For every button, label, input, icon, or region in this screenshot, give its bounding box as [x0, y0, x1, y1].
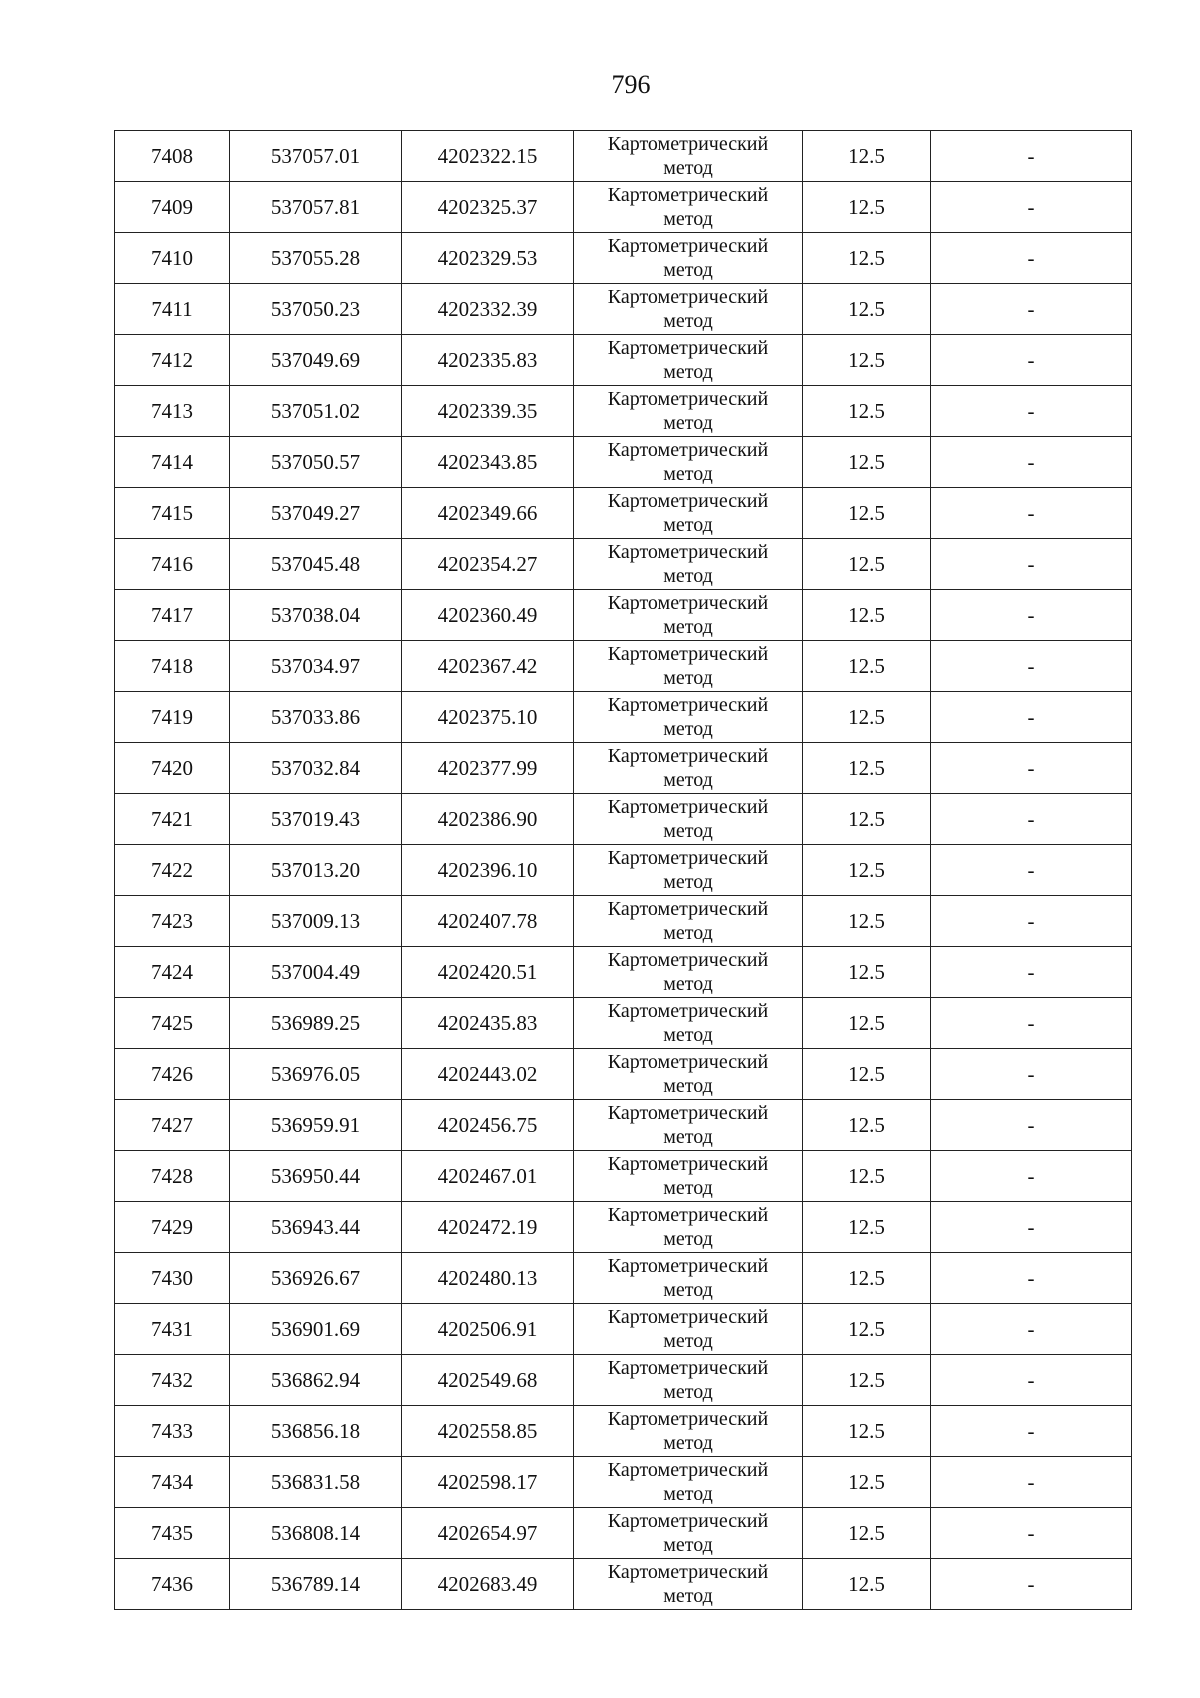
method-line-1: Картометрический: [607, 643, 769, 665]
method-line-2: метод: [663, 1330, 713, 1352]
point-number-cell: 7422: [115, 845, 230, 896]
x-coordinate-cell: 537004.49: [230, 947, 402, 998]
method-line-2: метод: [663, 1279, 713, 1301]
method-cell: [574, 1304, 803, 1355]
note-cell: -: [931, 1253, 1132, 1304]
accuracy-cell: 12.5: [803, 1253, 931, 1304]
point-number-cell: 7431: [115, 1304, 230, 1355]
accuracy-cell: 12.5: [803, 131, 931, 182]
x-coordinate-cell: 536943.44: [230, 1202, 402, 1253]
method-line-2: метод: [663, 1177, 713, 1199]
method-line-1: Картометрический: [607, 898, 769, 920]
note-cell: -: [931, 1151, 1132, 1202]
note-cell: -: [931, 131, 1132, 182]
y-coordinate-cell: 4202325.37: [402, 182, 574, 233]
note-cell: -: [931, 743, 1132, 794]
y-coordinate-cell: 4202407.78: [402, 896, 574, 947]
method-cell: [574, 896, 803, 947]
x-coordinate-cell: 536976.05: [230, 1049, 402, 1100]
note-cell: -: [931, 1457, 1132, 1508]
method-cell: [574, 437, 803, 488]
table-row: [115, 284, 1132, 335]
method-cell: [574, 845, 803, 896]
table-row: [115, 233, 1132, 284]
point-number-cell: 7412: [115, 335, 230, 386]
table-row: [115, 539, 1132, 590]
point-number-cell: 7426: [115, 1049, 230, 1100]
point-number-cell: 7419: [115, 692, 230, 743]
accuracy-cell: 12.5: [803, 1202, 931, 1253]
method-cell: [574, 692, 803, 743]
note-cell: -: [931, 896, 1132, 947]
accuracy-cell: 12.5: [803, 1049, 931, 1100]
method-line-1: Картометрический: [607, 133, 769, 155]
y-coordinate-cell: 4202549.68: [402, 1355, 574, 1406]
y-coordinate-cell: 4202683.49: [402, 1559, 574, 1610]
table-row: [115, 1202, 1132, 1253]
method-line-2: метод: [663, 1228, 713, 1250]
method-line-2: метод: [663, 1483, 713, 1505]
method-line-2: метод: [663, 871, 713, 893]
method-cell: [574, 335, 803, 386]
note-cell: -: [931, 947, 1132, 998]
method-line-1: Картометрический: [607, 745, 769, 767]
point-number-cell: 7411: [115, 284, 230, 335]
method-line-1: Картометрический: [607, 847, 769, 869]
accuracy-cell: 12.5: [803, 182, 931, 233]
note-cell: -: [931, 794, 1132, 845]
table-row: [115, 845, 1132, 896]
accuracy-cell: 12.5: [803, 539, 931, 590]
accuracy-cell: 12.5: [803, 794, 931, 845]
accuracy-cell: 12.5: [803, 641, 931, 692]
note-cell: -: [931, 386, 1132, 437]
point-number-cell: 7434: [115, 1457, 230, 1508]
method-line-2: метод: [663, 820, 713, 842]
point-number-cell: 7433: [115, 1406, 230, 1457]
y-coordinate-cell: 4202322.15: [402, 131, 574, 182]
x-coordinate-cell: 537057.01: [230, 131, 402, 182]
table-row: [115, 437, 1132, 488]
x-coordinate-cell: 537032.84: [230, 743, 402, 794]
x-coordinate-cell: 537051.02: [230, 386, 402, 437]
accuracy-cell: 12.5: [803, 845, 931, 896]
coordinates-table: [114, 130, 1132, 1610]
method-line-2: метод: [663, 463, 713, 485]
method-line-1: Картометрический: [607, 1000, 769, 1022]
method-cell: [574, 1559, 803, 1610]
table-row: [115, 1508, 1132, 1559]
x-coordinate-cell: 537019.43: [230, 794, 402, 845]
note-cell: -: [931, 1049, 1132, 1100]
method-line-2: метод: [663, 310, 713, 332]
method-line-2: метод: [663, 616, 713, 638]
method-line-1: Картометрический: [607, 796, 769, 818]
note-cell: -: [931, 692, 1132, 743]
x-coordinate-cell: 536808.14: [230, 1508, 402, 1559]
note-cell: -: [931, 1355, 1132, 1406]
y-coordinate-cell: 4202472.19: [402, 1202, 574, 1253]
method-line-2: метод: [663, 157, 713, 179]
x-coordinate-cell: 536856.18: [230, 1406, 402, 1457]
accuracy-cell: 12.5: [803, 1559, 931, 1610]
method-cell: [574, 1049, 803, 1100]
y-coordinate-cell: 4202377.99: [402, 743, 574, 794]
y-coordinate-cell: 4202420.51: [402, 947, 574, 998]
method-cell: [574, 233, 803, 284]
method-line-1: Картометрический: [607, 949, 769, 971]
method-line-1: Картометрический: [607, 1306, 769, 1328]
method-line-1: Картометрический: [607, 1255, 769, 1277]
table-row: [115, 1049, 1132, 1100]
point-number-cell: 7414: [115, 437, 230, 488]
table-row: [115, 692, 1132, 743]
accuracy-cell: 12.5: [803, 896, 931, 947]
method-line-2: метод: [663, 1126, 713, 1148]
table-row: [115, 743, 1132, 794]
note-cell: -: [931, 845, 1132, 896]
method-line-2: метод: [663, 667, 713, 689]
table-row: [115, 131, 1132, 182]
point-number-cell: 7425: [115, 998, 230, 1049]
note-cell: -: [931, 998, 1132, 1049]
table-row: [115, 335, 1132, 386]
accuracy-cell: 12.5: [803, 947, 931, 998]
x-coordinate-cell: 536862.94: [230, 1355, 402, 1406]
method-line-2: метод: [663, 1534, 713, 1556]
accuracy-cell: 12.5: [803, 998, 931, 1049]
point-number-cell: 7424: [115, 947, 230, 998]
accuracy-cell: 12.5: [803, 1100, 931, 1151]
method-cell: [574, 1406, 803, 1457]
method-line-1: Картометрический: [607, 1408, 769, 1430]
method-line-1: Картометрический: [607, 439, 769, 461]
accuracy-cell: 12.5: [803, 1508, 931, 1559]
note-cell: -: [931, 488, 1132, 539]
method-cell: [574, 998, 803, 1049]
x-coordinate-cell: 536959.91: [230, 1100, 402, 1151]
method-line-2: метод: [663, 1432, 713, 1454]
x-coordinate-cell: 537045.48: [230, 539, 402, 590]
method-line-2: метод: [663, 514, 713, 536]
note-cell: -: [931, 641, 1132, 692]
method-line-1: Картометрический: [607, 184, 769, 206]
table-row: [115, 182, 1132, 233]
method-line-1: Картометрический: [607, 541, 769, 563]
y-coordinate-cell: 4202443.02: [402, 1049, 574, 1100]
method-line-1: Картометрический: [607, 592, 769, 614]
accuracy-cell: 12.5: [803, 386, 931, 437]
method-line-1: Картометрический: [607, 1459, 769, 1481]
accuracy-cell: 12.5: [803, 437, 931, 488]
y-coordinate-cell: 4202598.17: [402, 1457, 574, 1508]
table-row: [115, 896, 1132, 947]
method-cell: [574, 1100, 803, 1151]
accuracy-cell: 12.5: [803, 233, 931, 284]
table-row: [115, 488, 1132, 539]
method-line-1: Картометрический: [607, 1510, 769, 1532]
method-line-2: метод: [663, 565, 713, 587]
method-line-1: Картометрический: [607, 235, 769, 257]
note-cell: -: [931, 284, 1132, 335]
accuracy-cell: 12.5: [803, 590, 931, 641]
table-row: [115, 1100, 1132, 1151]
method-line-2: метод: [663, 718, 713, 740]
method-line-2: метод: [663, 259, 713, 281]
method-line-1: Картометрический: [607, 1102, 769, 1124]
method-cell: [574, 590, 803, 641]
y-coordinate-cell: 4202329.53: [402, 233, 574, 284]
table-row: [115, 386, 1132, 437]
y-coordinate-cell: 4202654.97: [402, 1508, 574, 1559]
note-cell: -: [931, 539, 1132, 590]
point-number-cell: 7432: [115, 1355, 230, 1406]
x-coordinate-cell: 536989.25: [230, 998, 402, 1049]
table-row: [115, 794, 1132, 845]
y-coordinate-cell: 4202386.90: [402, 794, 574, 845]
x-coordinate-cell: 536950.44: [230, 1151, 402, 1202]
x-coordinate-cell: 537055.28: [230, 233, 402, 284]
x-coordinate-cell: 537050.57: [230, 437, 402, 488]
point-number-cell: 7409: [115, 182, 230, 233]
accuracy-cell: 12.5: [803, 1406, 931, 1457]
method-cell: [574, 539, 803, 590]
y-coordinate-cell: 4202339.35: [402, 386, 574, 437]
x-coordinate-cell: 537038.04: [230, 590, 402, 641]
method-cell: [574, 641, 803, 692]
y-coordinate-cell: 4202396.10: [402, 845, 574, 896]
method-line-1: Картометрический: [607, 1204, 769, 1226]
accuracy-cell: 12.5: [803, 692, 931, 743]
method-cell: [574, 743, 803, 794]
method-line-2: метод: [663, 1024, 713, 1046]
method-cell: [574, 794, 803, 845]
method-line-1: Картометрический: [607, 490, 769, 512]
y-coordinate-cell: 4202467.01: [402, 1151, 574, 1202]
point-number-cell: 7410: [115, 233, 230, 284]
method-line-2: метод: [663, 361, 713, 383]
y-coordinate-cell: 4202558.85: [402, 1406, 574, 1457]
method-cell: [574, 386, 803, 437]
method-line-1: Картометрический: [607, 1153, 769, 1175]
y-coordinate-cell: 4202435.83: [402, 998, 574, 1049]
note-cell: -: [931, 590, 1132, 641]
method-line-2: метод: [663, 1381, 713, 1403]
y-coordinate-cell: 4202332.39: [402, 284, 574, 335]
method-cell: [574, 1202, 803, 1253]
table-row: [115, 1151, 1132, 1202]
point-number-cell: 7428: [115, 1151, 230, 1202]
y-coordinate-cell: 4202456.75: [402, 1100, 574, 1151]
method-line-1: Картометрический: [607, 1561, 769, 1583]
accuracy-cell: 12.5: [803, 488, 931, 539]
point-number-cell: 7435: [115, 1508, 230, 1559]
method-line-2: метод: [663, 769, 713, 791]
method-cell: [574, 1355, 803, 1406]
method-cell: [574, 1151, 803, 1202]
note-cell: -: [931, 1202, 1132, 1253]
method-cell: [574, 1253, 803, 1304]
method-cell: [574, 182, 803, 233]
method-line-2: метод: [663, 1585, 713, 1607]
table-row: [115, 1457, 1132, 1508]
y-coordinate-cell: 4202506.91: [402, 1304, 574, 1355]
accuracy-cell: 12.5: [803, 284, 931, 335]
point-number-cell: 7418: [115, 641, 230, 692]
x-coordinate-cell: 537050.23: [230, 284, 402, 335]
note-cell: -: [931, 233, 1132, 284]
table-row: [115, 590, 1132, 641]
point-number-cell: 7417: [115, 590, 230, 641]
x-coordinate-cell: 537057.81: [230, 182, 402, 233]
y-coordinate-cell: 4202354.27: [402, 539, 574, 590]
x-coordinate-cell: 537034.97: [230, 641, 402, 692]
point-number-cell: 7427: [115, 1100, 230, 1151]
point-number-cell: 7436: [115, 1559, 230, 1610]
note-cell: -: [931, 1100, 1132, 1151]
method-line-1: Картометрический: [607, 337, 769, 359]
method-line-1: Картометрический: [607, 286, 769, 308]
accuracy-cell: 12.5: [803, 1304, 931, 1355]
point-number-cell: 7429: [115, 1202, 230, 1253]
note-cell: -: [931, 335, 1132, 386]
x-coordinate-cell: 536789.14: [230, 1559, 402, 1610]
y-coordinate-cell: 4202375.10: [402, 692, 574, 743]
x-coordinate-cell: 536901.69: [230, 1304, 402, 1355]
table-row: [115, 1355, 1132, 1406]
note-cell: -: [931, 1559, 1132, 1610]
x-coordinate-cell: 536831.58: [230, 1457, 402, 1508]
point-number-cell: 7408: [115, 131, 230, 182]
point-number-cell: 7416: [115, 539, 230, 590]
method-line-1: Картометрический: [607, 694, 769, 716]
coordinates-table-body: [115, 131, 1132, 1610]
x-coordinate-cell: 537009.13: [230, 896, 402, 947]
accuracy-cell: 12.5: [803, 743, 931, 794]
table-row: [115, 998, 1132, 1049]
y-coordinate-cell: 4202480.13: [402, 1253, 574, 1304]
table-row: [115, 1304, 1132, 1355]
note-cell: -: [931, 182, 1132, 233]
point-number-cell: 7420: [115, 743, 230, 794]
accuracy-cell: 12.5: [803, 1151, 931, 1202]
method-line-2: метод: [663, 412, 713, 434]
accuracy-cell: 12.5: [803, 1355, 931, 1406]
point-number-cell: 7430: [115, 1253, 230, 1304]
x-coordinate-cell: 537033.86: [230, 692, 402, 743]
table-row: [115, 1253, 1132, 1304]
method-cell: [574, 1457, 803, 1508]
point-number-cell: 7413: [115, 386, 230, 437]
x-coordinate-cell: 537049.69: [230, 335, 402, 386]
x-coordinate-cell: 536926.67: [230, 1253, 402, 1304]
note-cell: -: [931, 1304, 1132, 1355]
table-row: [115, 641, 1132, 692]
note-cell: -: [931, 1508, 1132, 1559]
x-coordinate-cell: 537049.27: [230, 488, 402, 539]
table-row: [115, 947, 1132, 998]
method-line-1: Картометрический: [607, 388, 769, 410]
y-coordinate-cell: 4202343.85: [402, 437, 574, 488]
method-cell: [574, 488, 803, 539]
method-line-2: метод: [663, 208, 713, 230]
method-line-2: метод: [663, 922, 713, 944]
method-cell: [574, 1508, 803, 1559]
method-line-2: метод: [663, 973, 713, 995]
y-coordinate-cell: 4202360.49: [402, 590, 574, 641]
y-coordinate-cell: 4202335.83: [402, 335, 574, 386]
point-number-cell: 7423: [115, 896, 230, 947]
method-cell: [574, 284, 803, 335]
table-row: [115, 1559, 1132, 1610]
point-number-cell: 7421: [115, 794, 230, 845]
accuracy-cell: 12.5: [803, 335, 931, 386]
method-cell: [574, 947, 803, 998]
table-row: [115, 1406, 1132, 1457]
method-cell: [574, 131, 803, 182]
y-coordinate-cell: 4202349.66: [402, 488, 574, 539]
x-coordinate-cell: 537013.20: [230, 845, 402, 896]
method-line-1: Картометрический: [607, 1357, 769, 1379]
accuracy-cell: 12.5: [803, 1457, 931, 1508]
method-line-1: Картометрический: [607, 1051, 769, 1073]
page-number: 796: [611, 70, 651, 99]
method-line-2: метод: [663, 1075, 713, 1097]
y-coordinate-cell: 4202367.42: [402, 641, 574, 692]
point-number-cell: 7415: [115, 488, 230, 539]
note-cell: -: [931, 437, 1132, 488]
note-cell: -: [931, 1406, 1132, 1457]
